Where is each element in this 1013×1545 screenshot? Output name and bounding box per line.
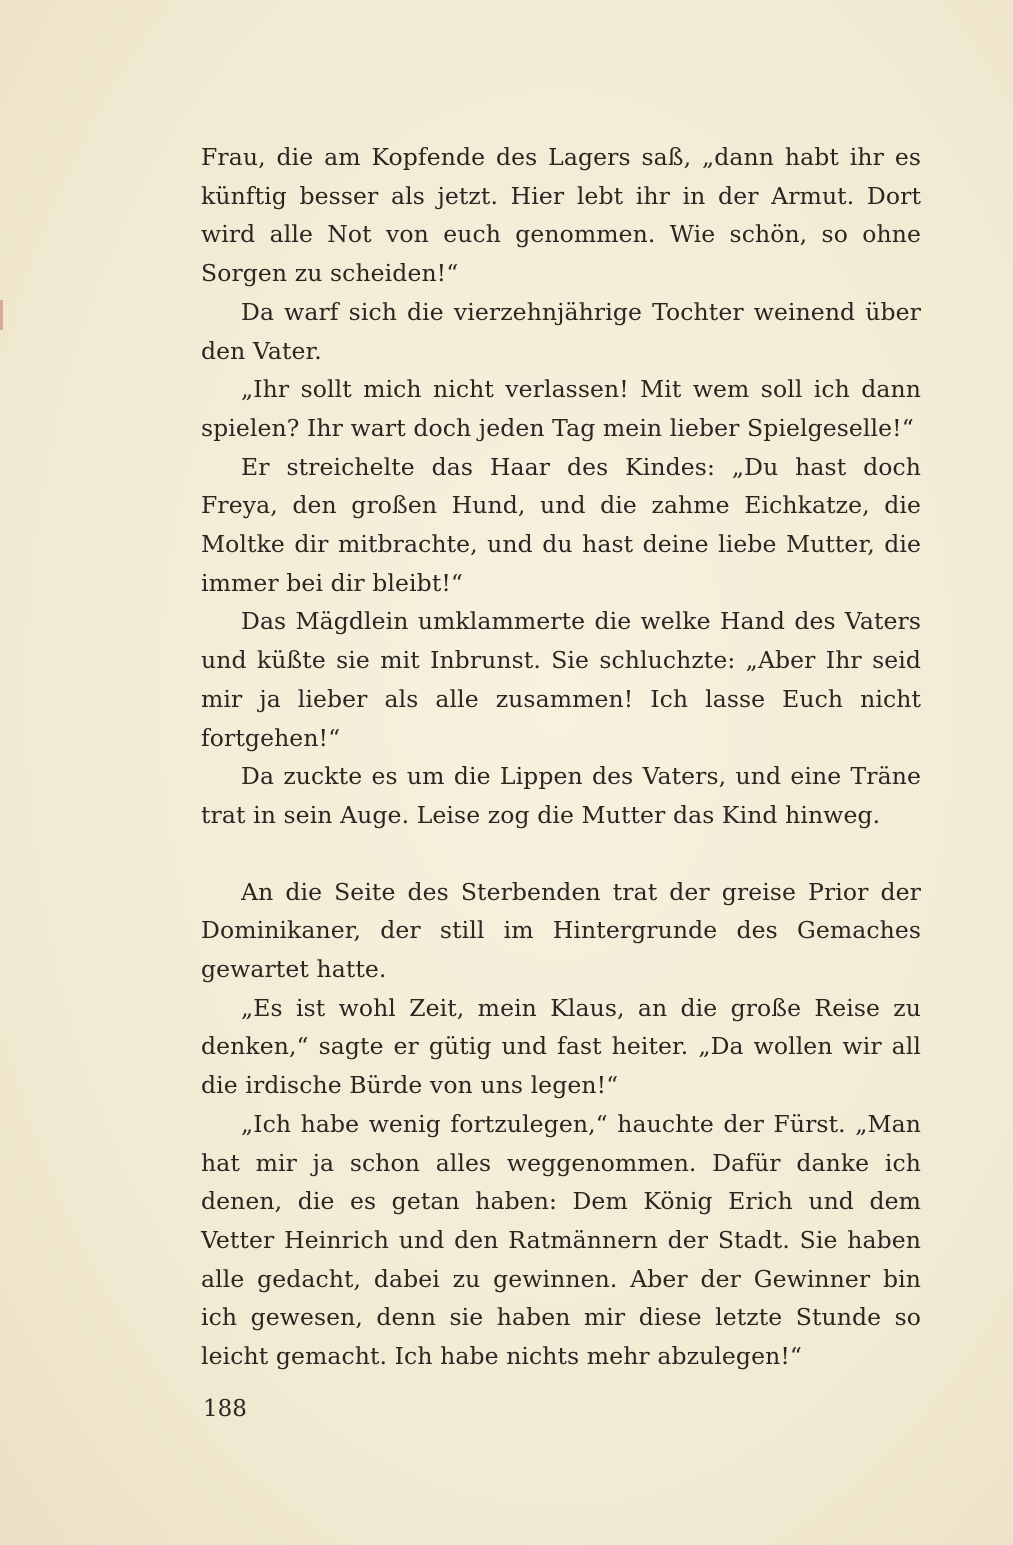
paragraph: Das Mägdlein umklammerte die welke Hand des Vaters und küßte sie mit Inbrunst. Sie schluchzte: „Aber Ihr seid mir ja lieber als alle zusammen! Ich lasse Euch nicht fortgehen!“: [201, 607, 921, 752]
paragraph-continuation: Frau, die am Kopfende des Lagers saß, „dann habt ihr es künftig besser als jetzt. Hier lebt ihr in der Armut. Dort wird alle Not von euch genommen. Wie schön, so ohne Sorgen zu scheiden!“: [201, 143, 921, 288]
page-edge-mark: [0, 300, 3, 330]
page-text: [201, 138, 921, 1376]
paragraph: „Es ist wohl Zeit, mein Klaus, an die große Reise zu denken,“ sagte er gütig und fast heiter. „Da wollen wir all die irdische Bürde von uns legen!“: [201, 993, 921, 1100]
section-break: [201, 835, 921, 873]
paragraph: Da zuckte es um die Lippen des Vaters, und eine Träne trat in sein Auge. Leise zog die Mutter das Kind hinweg.: [201, 762, 921, 829]
paragraph: Er streichelte das Haar des Kindes: „Du hast doch Freya, den großen Hund, und die zahme Eichkatze, die Moltke dir mitbrachte, und du hast deine liebe Mutter, die immer bei dir bleibt!“: [201, 452, 921, 597]
paragraph: Da warf sich die vierzehnjährige Tochter weinend über den Vater.: [201, 297, 921, 365]
paragraph: An die Seite des Sterbenden trat der greise Prior der Dominikaner, der still im Hintergrunde des Gemaches gewartet hatte.: [201, 877, 921, 984]
paragraph: „Ihr sollt mich nicht verlassen! Mit wem soll ich dann spielen? Ihr wart doch jeden Tag mein lieber Spielgeselle!“: [201, 375, 921, 442]
paragraph: „Ich habe wenig fortzulegen,“ hauchte der Fürst. „Man hat mir ja schon alles weggenommen. Dafür danke ich denen, die es getan haben: Dem König Erich und dem Vetter Heinrich und den Ratmännern der Stadt. Sie haben alle gedacht, dabei zu gewinnen. Aber der Gewinner bin ich gewesen, denn sie haben mir diese letzte Stunde so leicht gemacht. Ich habe nichts mehr abzulegen!“: [201, 1109, 921, 1371]
page-number: 188: [203, 1396, 247, 1422]
